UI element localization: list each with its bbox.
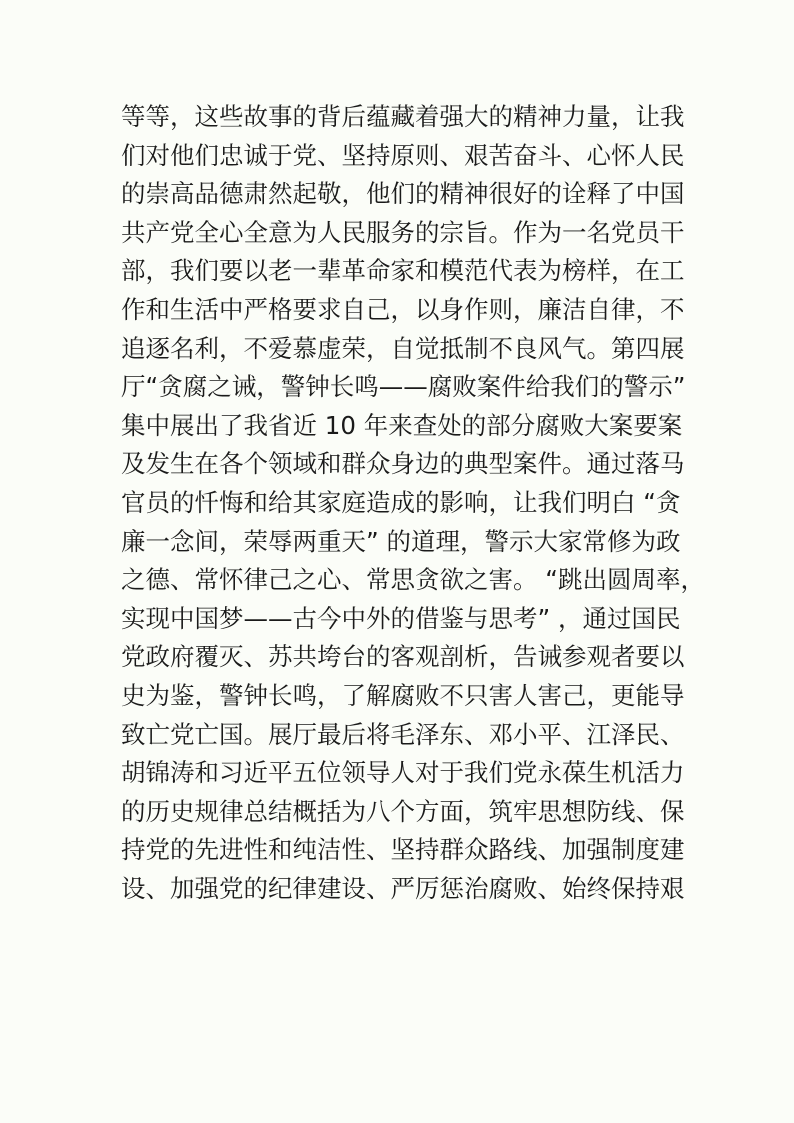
text-line: 及发生在各个领域和群众身边的典型案件。通过落马 [121, 449, 685, 479]
text-line: 的崇高品德肃然起敬，他们的精神很好的诠释了中国 [121, 179, 685, 209]
text-line: 廉一念间，荣辱两重天” 的道理，警示大家常修为政 [121, 526, 681, 556]
text-line: 部，我们要以老一辈革命家和模范代表为榜样，在工 [121, 256, 685, 286]
text-line: 共产党全心全意为人民服务的宗旨。作为一名党员干 [121, 217, 685, 247]
text-line: 持党的先进性和纯洁性、坚持群众路线、加强制度建 [121, 835, 685, 865]
text-line: 厅“贪腐之诫，警钟长鸣——腐败案件给我们的警示” [121, 372, 686, 402]
text-line: 党政府覆灭、苏共垮台的客观剖析，告诫参观者要以 [121, 642, 685, 672]
text-line: 等等，这些故事的背后蕴藏着强大的精神力量，让我 [121, 102, 685, 131]
text-line: 集中展出了我省近 10 年来查处的部分腐败大案要案 [121, 410, 683, 440]
text-line: 们对他们忠诚于党、坚持原则、艰苦奋斗、心怀人民 [121, 140, 685, 170]
text-line: 追逐名利，不爱慕虚荣，自觉抵制不良风气。第四展 [121, 333, 685, 363]
text-line: 的历史规律总结概括为八个方面，筑牢思想防线、保 [121, 796, 685, 826]
text-line: 之德、常怀律己之心、常思贪欲之害。 “跳出圆周率， [121, 565, 705, 595]
text-line: 实现中国梦——古今中外的借鉴与思考” ，通过国民 [121, 603, 681, 633]
text-line: 官员的忏悔和给其家庭造成的影响，让我们明白 “贪 [121, 487, 681, 517]
text-line: 致亡党亡国。展厅最后将毛泽东、邓小平、江泽民、 [121, 719, 685, 749]
text-line: 史为鉴，警钟长鸣，了解腐败不只害人害己，更能导 [121, 680, 685, 710]
text-line: 设、加强党的纪律建设、严厉惩治腐败、始终保持艰 [121, 873, 685, 903]
document-body-text [121, 98, 705, 908]
text-line: 作和生活中严格要求自己，以身作则，廉洁自律，不 [121, 294, 685, 324]
text-line: 胡锦涛和习近平五位领导人对于我们党永葆生机活力 [121, 758, 685, 788]
